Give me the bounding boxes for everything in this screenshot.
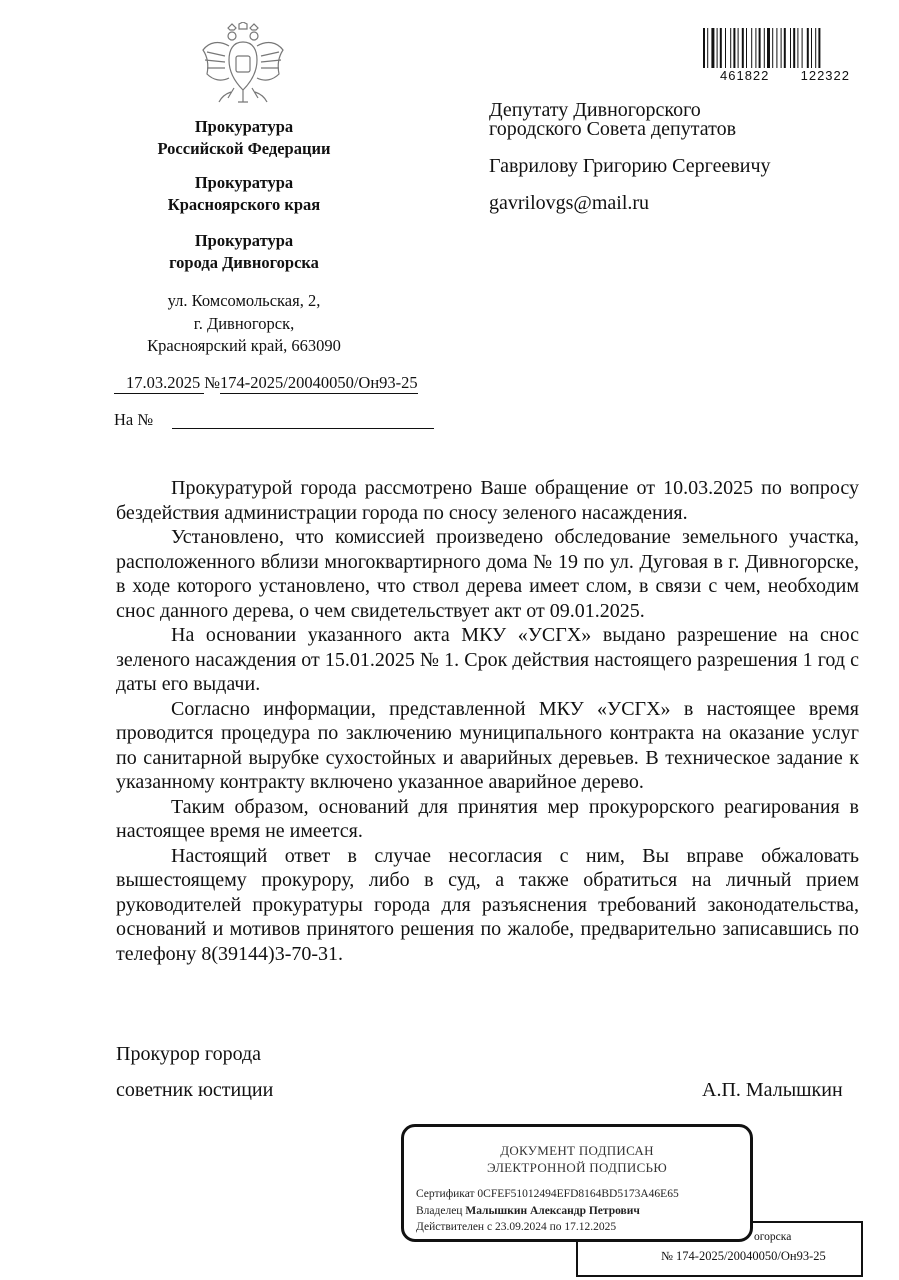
body-paragraph: Установлено, что комиссией произведено обследование земельного участка, расположенного вблизи многоквартирного дома № 19 по ул. Дуговая в г. Дивногорске, в ходе которого установлено, что ствол дерева имеет слом, в связи с чем, необходим снос данного дерева, о чем свидетельствует акт от 09.01.2025. (116, 526, 859, 622)
registration-stamp-text: огорска (754, 1231, 792, 1243)
barcode (703, 28, 851, 68)
letter-body (116, 476, 859, 966)
org-line: Российской Федерации (157, 139, 331, 158)
certificate-row (416, 1188, 679, 1200)
e-signature-title-line: ЭЛЕКТРОННОЙ ПОДПИСЬЮ (487, 1160, 667, 1175)
valid-to-label: по (549, 1221, 562, 1233)
barcode-numbers (720, 68, 850, 83)
org-block-city (110, 230, 378, 274)
document-number: 174-2025/20040050/Он93-25 (220, 373, 418, 392)
address-line: г. Дивногорск, (193, 313, 295, 333)
org-line: города Дивногорска (169, 253, 319, 272)
valid-to: 17.12.2025 (564, 1221, 617, 1233)
addressee-email: gavrilovgs@mail.ru (489, 192, 650, 214)
owner-row (416, 1205, 640, 1217)
body-paragraph: Согласно информации, представленной МКУ «УСГХ» в настоящее время проводится процедура по заключению муниципального контракта на оказание услуг по санитарной вырубке сухостойных и аварийных деревьев. В техническое задание к указанному контракту включено указанное аварийное дерево. (116, 697, 859, 793)
e-signature-title (404, 1142, 750, 1176)
registration-line (114, 373, 418, 394)
reply-to-label: На № (114, 410, 154, 429)
owner-value: Малышкин Александр Петрович (465, 1205, 640, 1217)
certificate-label: Сертификат (416, 1188, 475, 1200)
org-address (110, 290, 378, 358)
registration-stamp-number: № 174-2025/20040050/Он93-25 (661, 1249, 826, 1263)
body-paragraph: Настоящий ответ в случае несогласия с ним, Вы вправе обжаловать вышестоящему прокурору, либо в суд, а также обратиться на личный прием руководителей прокуратуры города для разъяснения требований законодательства, оснований и мотивов принятого решения по жалобе, предварительно записавшись по телефону 8(39144)3-70-31. (116, 844, 859, 965)
barcode-number-left: 461822 (720, 68, 770, 83)
body-paragraph: На основании указанного акта МКУ «УСГХ» выдано разрешение на снос зеленого насаждения от 15.01.2025 № 1. Срок действия настоящего разрешения 1 год с даты его выдачи. (116, 624, 859, 695)
validity-label: Действителен с (416, 1221, 493, 1233)
validity-row (416, 1221, 616, 1233)
e-signature-stamp (401, 1124, 753, 1242)
signer-name: А.П. Малышкин (702, 1079, 843, 1101)
certificate-value: 0CFEF51012494EFD8164BD5173A46E65 (477, 1188, 679, 1200)
e-signature-title-line: ДОКУМЕНТ ПОДПИСАН (500, 1143, 654, 1158)
signer-position: Прокурор города (116, 1043, 262, 1065)
org-line: Прокуратура (194, 117, 294, 136)
org-line: Прокуратура (194, 231, 294, 250)
coat-of-arms-emblem (198, 22, 288, 106)
org-line: Красноярского края (167, 195, 321, 214)
addressee-name: Гаврилову Григорию Сергеевичу (489, 155, 771, 177)
body-paragraph: Прокуратурой города рассмотрено Ваше обращение от 10.03.2025 по вопросу бездействия администрации города по сносу зеленого насаждения. (116, 477, 859, 524)
org-block-regional (110, 172, 378, 216)
address-line: ул. Комсомольская, 2, (167, 291, 321, 310)
owner-label: Владелец (416, 1205, 463, 1217)
barcode-number-right: 122322 (800, 68, 850, 83)
addressee-title-2: городского Совета депутатов (489, 118, 737, 140)
body-paragraph: Таким образом, оснований для принятия мер прокурорского реагирования в настоящее время не имеется. (116, 795, 859, 842)
number-sign: № (204, 373, 220, 392)
valid-from: 23.09.2024 (494, 1221, 547, 1233)
addressee-title-1: Депутату Дивногорского (489, 99, 701, 121)
document-date: 17.03.2025 (114, 373, 204, 394)
signer-rank: советник юстиции (116, 1079, 274, 1101)
address-line: Красноярский край, 663090 (147, 336, 341, 355)
org-block-federal (110, 116, 378, 160)
org-line: Прокуратура (194, 173, 294, 192)
reply-to-blank-line (172, 428, 434, 429)
